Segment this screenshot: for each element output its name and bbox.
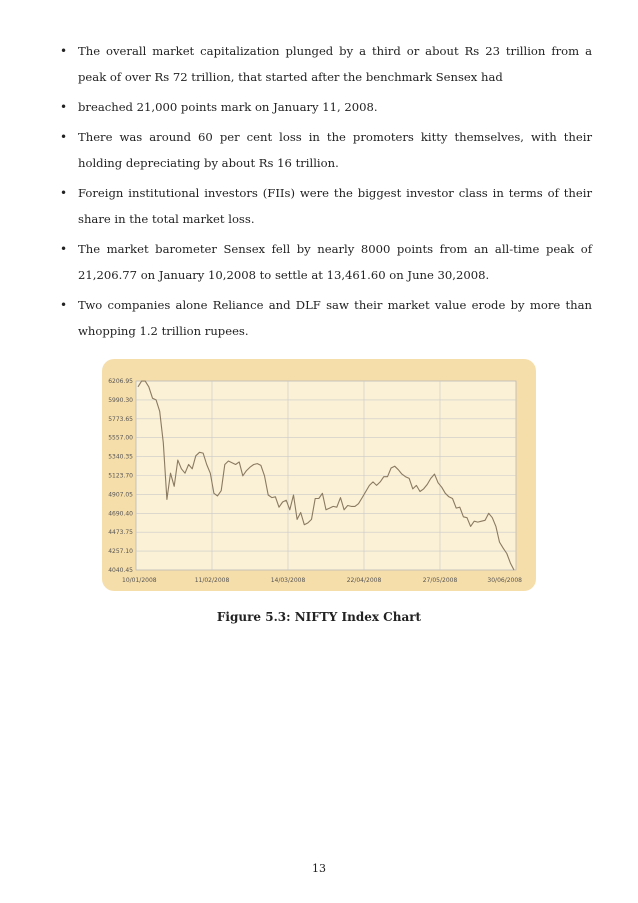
bullet-item bbox=[60, 124, 592, 176]
bullet-marker: • bbox=[60, 44, 68, 58]
y-tick-label: 5773.65 bbox=[108, 415, 133, 423]
y-tick-label: 4473.75 bbox=[108, 529, 133, 537]
bullet-marker: • bbox=[60, 130, 68, 144]
y-tick-label: 5123.70 bbox=[108, 472, 133, 480]
bullet-marker: • bbox=[60, 100, 68, 114]
x-tick-label: 22/04/2008 bbox=[346, 577, 382, 584]
nifty-index-chart bbox=[102, 359, 536, 591]
y-tick-label: 6206.95 bbox=[108, 378, 133, 385]
bullet-item bbox=[60, 180, 592, 232]
bullet-text: breached 21,000 points mark on January 11, 2008. bbox=[78, 100, 378, 114]
bullet-item bbox=[60, 94, 592, 120]
bullet-marker: • bbox=[60, 186, 68, 200]
y-tick-label: 5990.30 bbox=[108, 396, 133, 404]
bullet-item bbox=[60, 292, 592, 344]
y-tick-label: 4040.45 bbox=[108, 567, 133, 574]
page-number: 13 bbox=[312, 862, 326, 875]
bullet-item bbox=[60, 38, 592, 90]
y-tick-label: 4257.10 bbox=[108, 548, 133, 556]
bullet-text: The overall market capitalization plunged by a third or about Rs 23 trillion from a peak of over Rs 72 trillion, that started after the benchmark Sensex had bbox=[78, 44, 592, 84]
y-tick-label: 5340.35 bbox=[108, 453, 133, 461]
bullet-item bbox=[60, 236, 592, 288]
bullet-text: Foreign institutional investors (FIIs) were the biggest investor class in terms of their share in the total market loss. bbox=[78, 186, 592, 226]
y-tick-label: 4690.40 bbox=[108, 510, 133, 518]
x-tick-label: 10/01/2008 bbox=[122, 577, 157, 584]
bullet-text: Two companies alone Reliance and DLF saw their market value erode by more than whopping 1.2 trillion rupees. bbox=[78, 298, 592, 338]
bullet-list bbox=[60, 38, 592, 348]
y-tick-label: 5557.00 bbox=[108, 434, 133, 442]
bullet-marker: • bbox=[60, 298, 68, 312]
x-tick-label: 27/05/2008 bbox=[422, 577, 458, 584]
bullet-text: The market barometer Sensex fell by nearly 8000 points from an all-time peak of 21,206.77 on January 10,2008 to settle at 13,461.60 on June 30,2008. bbox=[78, 242, 592, 282]
nifty-chart-frame bbox=[102, 359, 536, 591]
bullet-text: There was around 60 per cent loss in the promoters kitty themselves, with their holding depreciating by about Rs 16 trillion. bbox=[78, 130, 592, 170]
x-tick-label: 11/02/2008 bbox=[194, 577, 230, 584]
x-tick-label: 14/03/2008 bbox=[270, 577, 306, 584]
figure-caption: Figure 5.3: NIFTY Index Chart bbox=[216, 610, 422, 624]
bullet-marker: • bbox=[60, 242, 68, 256]
y-tick-label: 4907.05 bbox=[108, 491, 133, 499]
x-tick-label: 30/06/2008 bbox=[487, 577, 522, 584]
